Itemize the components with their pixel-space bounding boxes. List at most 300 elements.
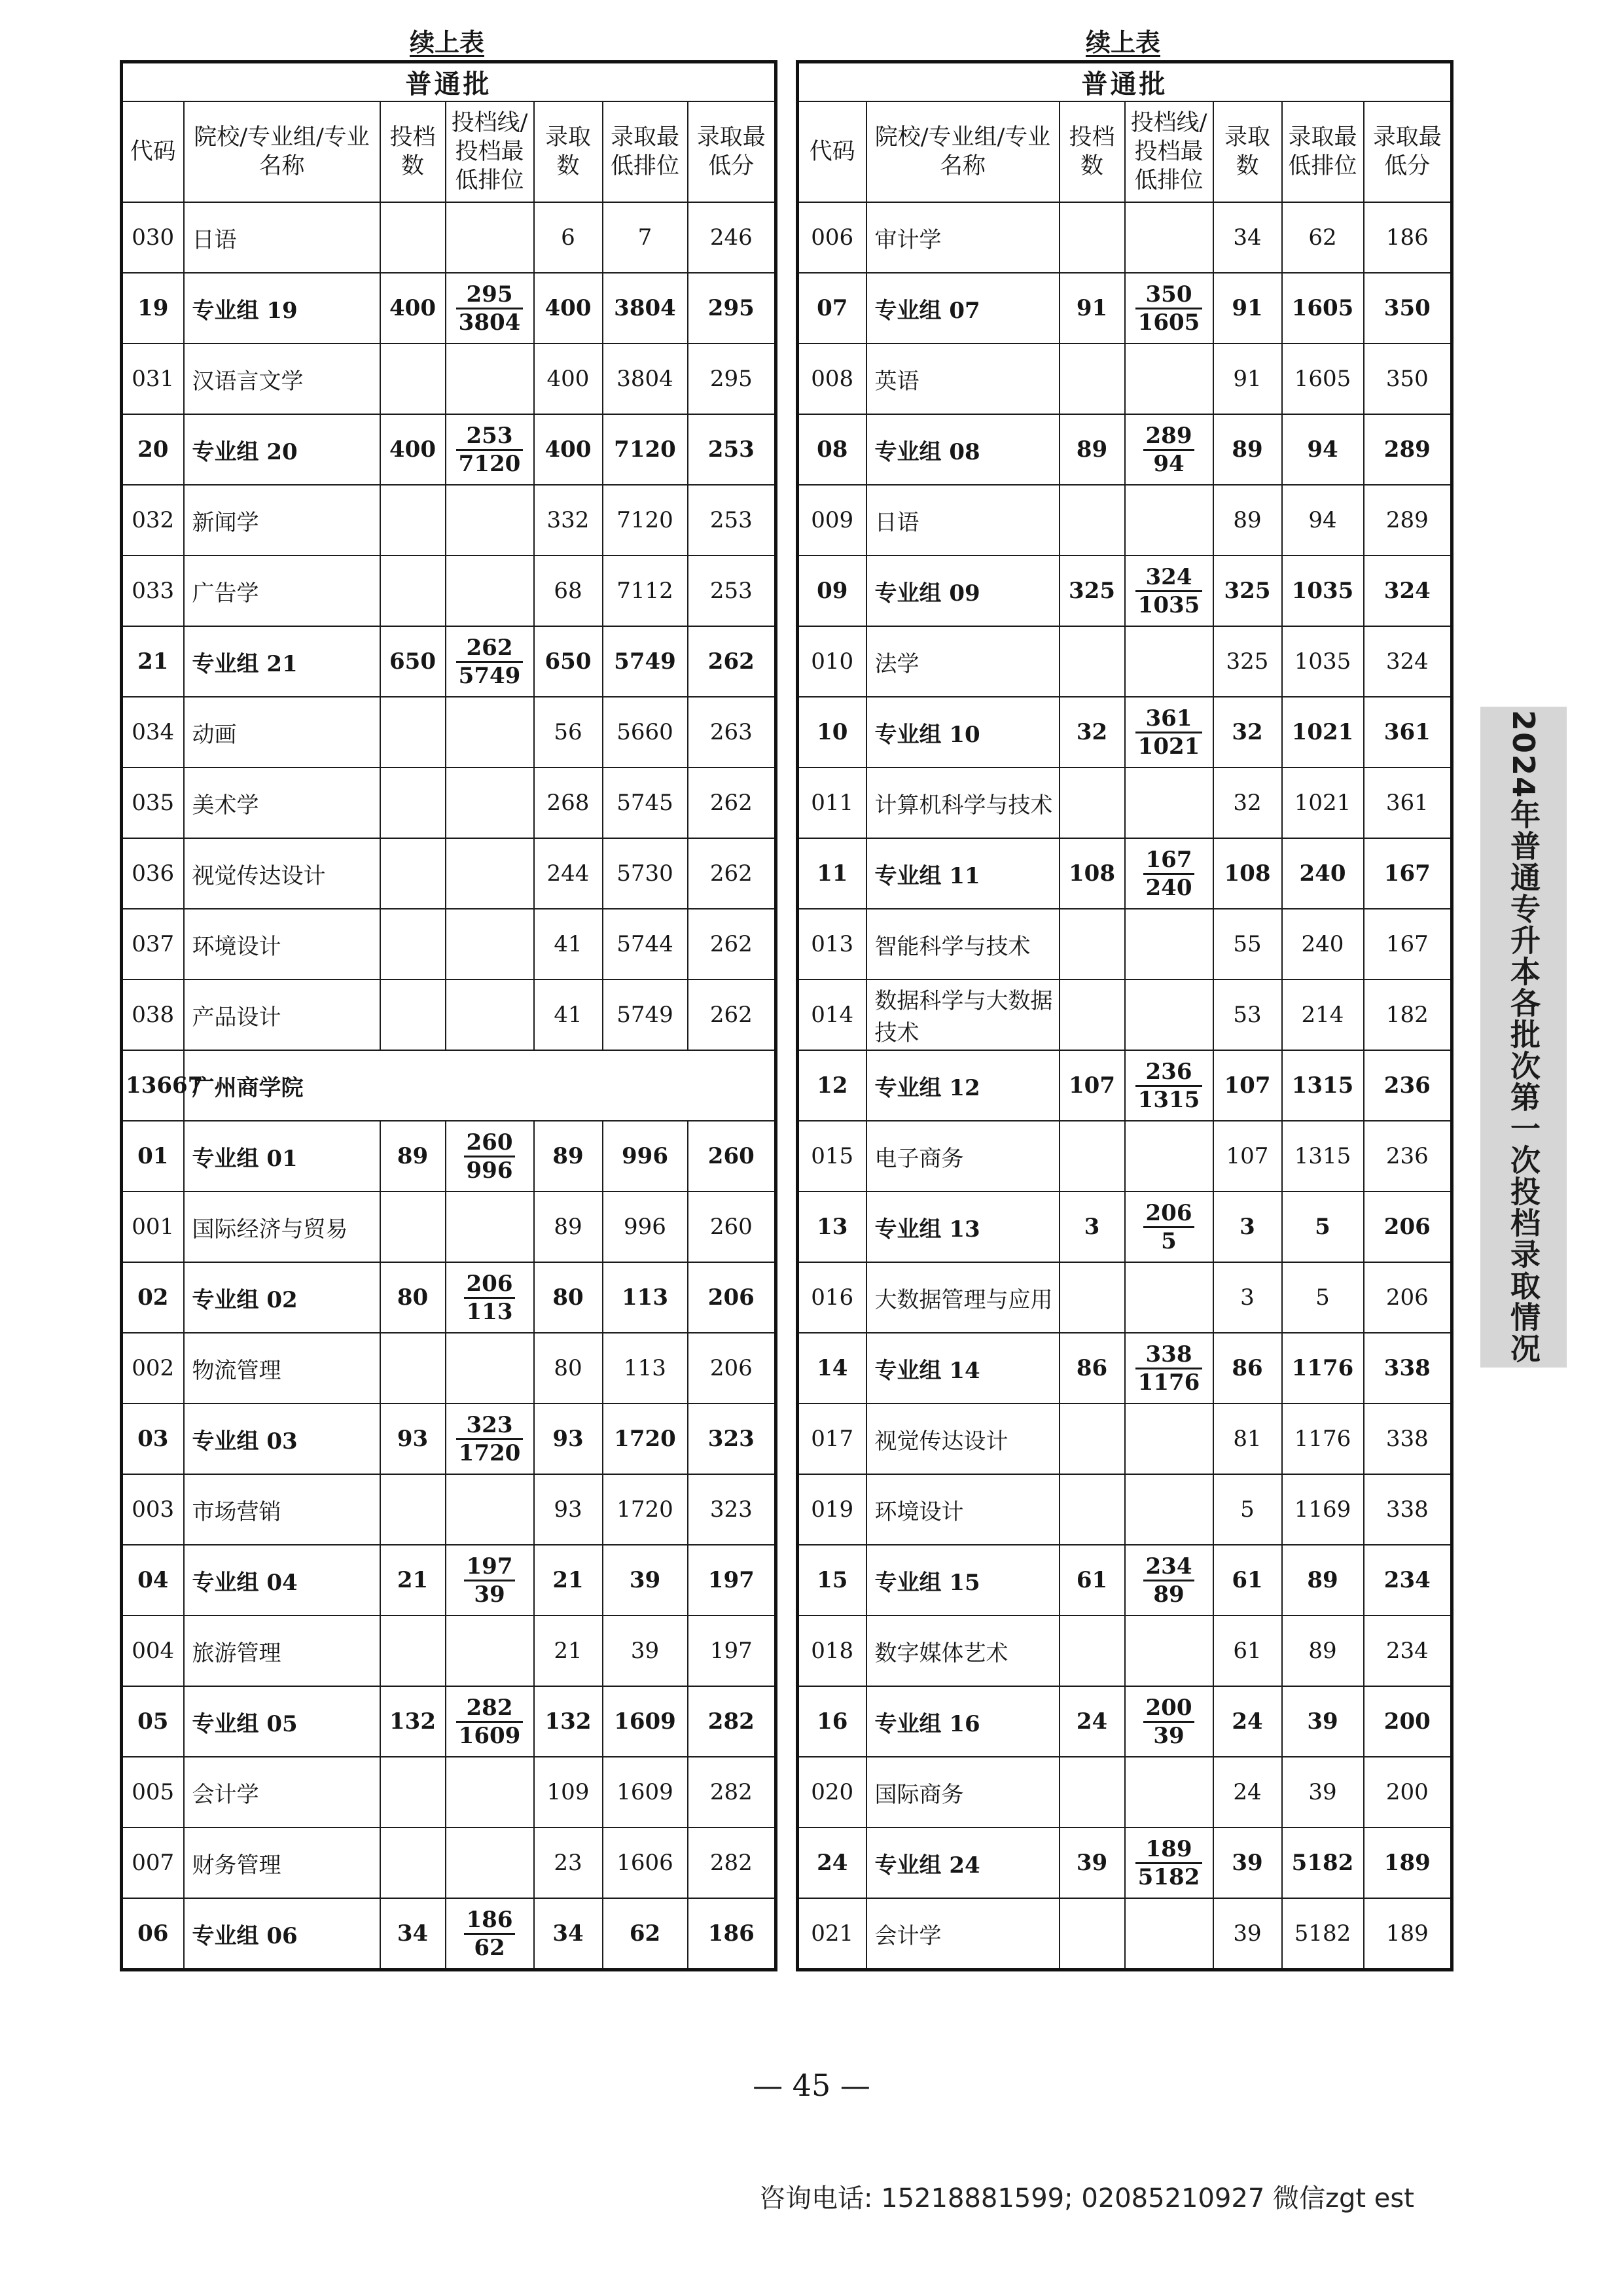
line-cell xyxy=(1125,556,1213,626)
admitted-cell: 61 xyxy=(1213,1616,1282,1686)
line-cell xyxy=(446,838,534,909)
code-cell: 13667 xyxy=(122,1050,184,1121)
min-score-cell: 350 xyxy=(1364,344,1452,414)
group-row xyxy=(798,1545,1452,1616)
admitted-cell: 325 xyxy=(1213,556,1282,626)
line-rank: 39 xyxy=(474,1581,505,1608)
admitted-cell: 41 xyxy=(534,980,603,1050)
min-score-cell: 323 xyxy=(688,1404,776,1474)
name-cell: 环境设计 xyxy=(866,1474,1060,1545)
name-cell: 专业组 08 xyxy=(866,414,1060,485)
code-cell: 006 xyxy=(798,202,866,273)
code-cell: 13 xyxy=(798,1192,866,1262)
planned-cell: 39 xyxy=(1060,1828,1125,1898)
admitted-cell: 107 xyxy=(1213,1121,1282,1192)
min-score-cell: 206 xyxy=(688,1262,776,1333)
major-row xyxy=(798,202,1452,273)
min-score-cell: 361 xyxy=(1364,768,1452,838)
right-panel xyxy=(796,25,1450,1971)
admitted-cell: 400 xyxy=(534,273,603,344)
line-fraction xyxy=(456,635,524,689)
name-cell: 动画 xyxy=(184,697,380,768)
name-cell: 专业组 10 xyxy=(866,697,1060,768)
major-row xyxy=(122,1333,776,1404)
min-rank-cell: 1176 xyxy=(1282,1404,1364,1474)
line-cell xyxy=(446,1545,534,1616)
min-score-cell: 282 xyxy=(688,1757,776,1828)
min-score-cell: 350 xyxy=(1364,273,1452,344)
min-score-cell: 263 xyxy=(688,697,776,768)
group-row xyxy=(122,626,776,697)
major-row xyxy=(122,1616,776,1686)
min-rank-cell: 39 xyxy=(603,1616,688,1686)
min-score-cell: 253 xyxy=(688,556,776,626)
line-cell xyxy=(446,768,534,838)
name-cell: 环境设计 xyxy=(184,909,380,980)
min-rank-cell: 1605 xyxy=(1282,273,1364,344)
min-rank-cell: 89 xyxy=(1282,1545,1364,1616)
planned-cell: 650 xyxy=(380,626,446,697)
line-rank: 89 xyxy=(1153,1581,1185,1608)
line-fraction xyxy=(456,281,524,336)
line-rank: 94 xyxy=(1153,450,1185,477)
major-row xyxy=(798,768,1452,838)
admitted-cell: 107 xyxy=(1213,1050,1282,1121)
planned-cell xyxy=(380,344,446,414)
min-score-cell: 282 xyxy=(688,1828,776,1898)
header-code: 代码 xyxy=(798,101,866,202)
name-cell: 专业组 19 xyxy=(184,273,380,344)
min-score-cell: 289 xyxy=(1364,414,1452,485)
planned-cell xyxy=(1060,909,1125,980)
header-name: 院校/专业组/专业名称 xyxy=(184,101,380,202)
line-cell xyxy=(446,909,534,980)
line-cell xyxy=(446,1262,534,1333)
admitted-cell: 61 xyxy=(1213,1545,1282,1616)
line-cell xyxy=(1125,1898,1213,1970)
name-cell: 专业组 03 xyxy=(184,1404,380,1474)
name-cell: 旅游管理 xyxy=(184,1616,380,1686)
min-score-cell: 182 xyxy=(1364,980,1452,1050)
name-cell: 视觉传达设计 xyxy=(866,1404,1060,1474)
admitted-cell: 3 xyxy=(1213,1262,1282,1333)
line-cell xyxy=(446,697,534,768)
code-cell: 037 xyxy=(122,909,184,980)
code-cell: 018 xyxy=(798,1616,866,1686)
table-body-left xyxy=(122,202,776,1970)
line-score: 262 xyxy=(456,635,524,663)
code-cell: 036 xyxy=(122,838,184,909)
planned-cell: 32 xyxy=(1060,697,1125,768)
line-score: 186 xyxy=(464,1907,516,1935)
line-cell xyxy=(446,1616,534,1686)
planned-cell xyxy=(1060,1474,1125,1545)
group-row xyxy=(122,1404,776,1474)
planned-cell xyxy=(380,697,446,768)
line-score: 167 xyxy=(1143,847,1195,875)
line-cell xyxy=(446,273,534,344)
line-cell xyxy=(446,1404,534,1474)
name-cell: 专业组 15 xyxy=(866,1545,1060,1616)
min-score-cell: 262 xyxy=(688,626,776,697)
min-rank-cell: 996 xyxy=(603,1121,688,1192)
code-cell: 009 xyxy=(798,485,866,556)
admitted-cell: 108 xyxy=(1213,838,1282,909)
min-rank-cell: 1720 xyxy=(603,1404,688,1474)
planned-cell: 89 xyxy=(1060,414,1125,485)
planned-cell: 400 xyxy=(380,273,446,344)
code-cell: 10 xyxy=(798,697,866,768)
major-row xyxy=(798,980,1452,1050)
planned-cell xyxy=(380,838,446,909)
code-cell: 021 xyxy=(798,1898,866,1970)
planned-cell xyxy=(1060,980,1125,1050)
min-rank-cell: 5 xyxy=(1282,1192,1364,1262)
code-cell: 005 xyxy=(122,1757,184,1828)
min-rank-cell: 5182 xyxy=(1282,1828,1364,1898)
major-row xyxy=(122,980,776,1050)
min-score-cell: 295 xyxy=(688,344,776,414)
major-row xyxy=(798,1616,1452,1686)
min-rank-cell: 3804 xyxy=(603,273,688,344)
line-rank: 1176 xyxy=(1137,1369,1200,1396)
min-score-cell: 295 xyxy=(688,273,776,344)
admission-table-right xyxy=(796,60,1454,1971)
planned-cell xyxy=(380,1333,446,1404)
group-row xyxy=(122,1262,776,1333)
header-planned: 投档数 xyxy=(1060,101,1125,202)
min-rank-cell: 1035 xyxy=(1282,556,1364,626)
min-score-cell: 338 xyxy=(1364,1404,1452,1474)
planned-cell xyxy=(380,980,446,1050)
code-cell: 016 xyxy=(798,1262,866,1333)
name-cell: 会计学 xyxy=(866,1898,1060,1970)
line-rank: 39 xyxy=(1153,1722,1185,1749)
min-score-cell: 361 xyxy=(1364,697,1452,768)
planned-cell: 93 xyxy=(380,1404,446,1474)
min-score-cell: 206 xyxy=(688,1333,776,1404)
line-rank: 1021 xyxy=(1137,733,1200,760)
major-row xyxy=(798,1121,1452,1192)
line-rank: 1605 xyxy=(1137,309,1200,336)
major-row xyxy=(122,838,776,909)
line-cell xyxy=(1125,697,1213,768)
admitted-cell: 91 xyxy=(1213,273,1282,344)
code-cell: 019 xyxy=(798,1474,866,1545)
line-cell xyxy=(1125,485,1213,556)
min-score-cell: 189 xyxy=(1364,1828,1452,1898)
header-min-rank: 录取最低排位 xyxy=(1282,101,1364,202)
line-score: 295 xyxy=(456,281,524,309)
code-cell: 21 xyxy=(122,626,184,697)
group-row xyxy=(798,1050,1452,1121)
name-cell: 专业组 24 xyxy=(866,1828,1060,1898)
min-score-cell: 186 xyxy=(688,1898,776,1970)
name-cell: 法学 xyxy=(866,626,1060,697)
line-fraction xyxy=(1143,423,1195,477)
group-row xyxy=(122,1686,776,1757)
line-cell xyxy=(446,1192,534,1262)
code-cell: 003 xyxy=(122,1474,184,1545)
line-cell xyxy=(1125,909,1213,980)
left-panel xyxy=(120,25,774,1971)
table-body-right xyxy=(798,202,1452,1970)
min-rank-cell: 39 xyxy=(1282,1757,1364,1828)
header-code: 代码 xyxy=(122,101,184,202)
code-cell: 07 xyxy=(798,273,866,344)
admitted-cell: 132 xyxy=(534,1686,603,1757)
group-row xyxy=(798,838,1452,909)
line-fraction xyxy=(464,1553,516,1608)
min-score-cell: 324 xyxy=(1364,626,1452,697)
group-row xyxy=(122,1121,776,1192)
code-cell: 06 xyxy=(122,1898,184,1970)
admitted-cell: 109 xyxy=(534,1757,603,1828)
min-rank-cell: 5749 xyxy=(603,980,688,1050)
line-cell xyxy=(446,1686,534,1757)
admitted-cell: 650 xyxy=(534,626,603,697)
min-score-cell: 186 xyxy=(1364,202,1452,273)
planned-cell: 400 xyxy=(380,414,446,485)
header-admitted: 录取数 xyxy=(534,101,603,202)
min-score-cell: 253 xyxy=(688,485,776,556)
batch-title: 普通批 xyxy=(798,62,1452,102)
code-cell: 014 xyxy=(798,980,866,1050)
name-cell: 物流管理 xyxy=(184,1333,380,1404)
line-cell xyxy=(1125,1616,1213,1686)
admitted-cell: 89 xyxy=(534,1192,603,1262)
name-cell: 汉语言文学 xyxy=(184,344,380,414)
min-rank-cell: 3804 xyxy=(603,344,688,414)
major-row xyxy=(122,202,776,273)
code-cell: 035 xyxy=(122,768,184,838)
line-cell xyxy=(446,485,534,556)
min-score-cell: 338 xyxy=(1364,1333,1452,1404)
min-score-cell: 167 xyxy=(1364,909,1452,980)
line-score: 338 xyxy=(1135,1341,1203,1369)
name-cell: 专业组 11 xyxy=(866,838,1060,909)
planned-cell xyxy=(380,1192,446,1262)
line-cell xyxy=(446,980,534,1050)
line-fraction xyxy=(1143,1553,1195,1608)
min-score-cell: 234 xyxy=(1364,1545,1452,1616)
name-cell: 专业组 21 xyxy=(184,626,380,697)
line-fraction xyxy=(1135,281,1203,336)
min-rank-cell: 5 xyxy=(1282,1262,1364,1333)
group-row xyxy=(798,1828,1452,1898)
group-row xyxy=(798,556,1452,626)
line-cell xyxy=(1125,344,1213,414)
header-planned: 投档数 xyxy=(380,101,446,202)
line-score: 289 xyxy=(1143,423,1195,451)
planned-cell: 21 xyxy=(380,1545,446,1616)
name-cell: 日语 xyxy=(866,485,1060,556)
admitted-cell: 39 xyxy=(1213,1828,1282,1898)
min-score-cell: 324 xyxy=(1364,556,1452,626)
continued-label: 续上表 xyxy=(409,27,484,57)
line-cell xyxy=(446,1474,534,1545)
line-cell xyxy=(446,202,534,273)
name-cell: 大数据管理与应用 xyxy=(866,1262,1060,1333)
code-cell: 007 xyxy=(122,1828,184,1898)
code-cell: 020 xyxy=(798,1757,866,1828)
planned-cell xyxy=(380,1474,446,1545)
continued-label: 续上表 xyxy=(1085,27,1160,57)
line-score: 206 xyxy=(1143,1200,1195,1228)
code-cell: 002 xyxy=(122,1333,184,1404)
major-row xyxy=(798,909,1452,980)
min-rank-cell: 7120 xyxy=(603,414,688,485)
name-cell: 专业组 09 xyxy=(866,556,1060,626)
admitted-cell: 80 xyxy=(534,1333,603,1404)
header-admitted: 录取数 xyxy=(1213,101,1282,202)
min-score-cell: 234 xyxy=(1364,1616,1452,1686)
major-row xyxy=(798,626,1452,697)
major-row xyxy=(798,1757,1452,1828)
admitted-cell: 24 xyxy=(1213,1757,1282,1828)
line-score: 323 xyxy=(456,1412,524,1440)
planned-cell xyxy=(380,768,446,838)
school-row xyxy=(122,1050,776,1121)
code-cell: 031 xyxy=(122,344,184,414)
min-rank-cell: 1605 xyxy=(1282,344,1364,414)
min-rank-cell: 7120 xyxy=(603,485,688,556)
planned-cell xyxy=(380,202,446,273)
name-cell: 数字媒体艺术 xyxy=(866,1616,1060,1686)
planned-cell: 91 xyxy=(1060,273,1125,344)
min-score-cell: 206 xyxy=(1364,1192,1452,1262)
code-cell: 013 xyxy=(798,909,866,980)
admitted-cell: 89 xyxy=(1213,414,1282,485)
min-rank-cell: 996 xyxy=(603,1192,688,1262)
line-cell xyxy=(1125,838,1213,909)
min-rank-cell: 5745 xyxy=(603,768,688,838)
major-row xyxy=(798,485,1452,556)
line-rank: 996 xyxy=(466,1157,513,1184)
line-fraction xyxy=(456,423,524,477)
header-min-score: 录取最低分 xyxy=(688,101,776,202)
min-score-cell: 206 xyxy=(1364,1262,1452,1333)
planned-cell: 107 xyxy=(1060,1050,1125,1121)
line-rank: 7120 xyxy=(458,450,521,477)
planned-cell xyxy=(1060,1616,1125,1686)
line-fraction xyxy=(1143,1200,1195,1254)
admitted-cell: 80 xyxy=(534,1262,603,1333)
code-cell: 017 xyxy=(798,1404,866,1474)
group-row xyxy=(798,697,1452,768)
name-cell: 专业组 20 xyxy=(184,414,380,485)
line-rank: 3804 xyxy=(458,309,521,336)
line-fraction xyxy=(1135,564,1203,618)
major-row xyxy=(798,1898,1452,1970)
name-cell: 智能科学与技术 xyxy=(866,909,1060,980)
planned-cell xyxy=(380,1616,446,1686)
planned-cell: 132 xyxy=(380,1686,446,1757)
min-score-cell: 200 xyxy=(1364,1757,1452,1828)
line-cell xyxy=(446,1828,534,1898)
admitted-cell: 3 xyxy=(1213,1192,1282,1262)
min-rank-cell: 1315 xyxy=(1282,1050,1364,1121)
major-row xyxy=(122,1757,776,1828)
line-fraction xyxy=(1143,847,1195,901)
admitted-cell: 21 xyxy=(534,1616,603,1686)
line-cell xyxy=(1125,1333,1213,1404)
admitted-cell: 93 xyxy=(534,1404,603,1474)
name-cell: 专业组 05 xyxy=(184,1686,380,1757)
line-cell xyxy=(1125,1121,1213,1192)
min-rank-cell: 5730 xyxy=(603,838,688,909)
min-rank-cell: 5182 xyxy=(1282,1898,1364,1970)
contact-footer: 咨询电话: 15218881599; 02085210927 微信zgt est xyxy=(759,2183,1414,2214)
name-cell: 专业组 07 xyxy=(866,273,1060,344)
line-rank: 1609 xyxy=(458,1722,521,1749)
min-rank-cell: 240 xyxy=(1282,909,1364,980)
min-score-cell: 260 xyxy=(688,1192,776,1262)
planned-cell xyxy=(1060,1262,1125,1333)
line-fraction xyxy=(464,1129,516,1184)
admitted-cell: 325 xyxy=(1213,626,1282,697)
min-rank-cell: 1609 xyxy=(603,1686,688,1757)
line-score: 253 xyxy=(456,423,524,451)
name-cell: 专业组 16 xyxy=(866,1686,1060,1757)
name-cell: 数据科学与大数据技术 xyxy=(866,980,1060,1050)
major-row xyxy=(122,1192,776,1262)
major-row xyxy=(122,344,776,414)
admitted-cell: 32 xyxy=(1213,768,1282,838)
line-score: 236 xyxy=(1135,1059,1203,1087)
line-rank: 5182 xyxy=(1137,1863,1200,1890)
line-score: 350 xyxy=(1135,281,1203,309)
line-cell xyxy=(1125,1262,1213,1333)
line-cell xyxy=(1125,1192,1213,1262)
line-rank: 62 xyxy=(474,1934,505,1961)
min-rank-cell: 89 xyxy=(1282,1616,1364,1686)
admitted-cell: 34 xyxy=(534,1898,603,1970)
major-row xyxy=(122,1828,776,1898)
line-score: 282 xyxy=(456,1695,524,1723)
planned-cell xyxy=(380,556,446,626)
admitted-cell: 5 xyxy=(1213,1474,1282,1545)
planned-cell xyxy=(1060,202,1125,273)
admitted-cell: 32 xyxy=(1213,697,1282,768)
min-rank-cell: 1609 xyxy=(603,1757,688,1828)
name-cell: 英语 xyxy=(866,344,1060,414)
code-cell: 02 xyxy=(122,1262,184,1333)
major-row xyxy=(122,697,776,768)
line-rank: 240 xyxy=(1145,874,1192,901)
min-rank-cell: 39 xyxy=(1282,1686,1364,1757)
name-cell: 日语 xyxy=(184,202,380,273)
min-score-cell: 197 xyxy=(688,1616,776,1686)
planned-cell xyxy=(380,1828,446,1898)
major-row xyxy=(122,1474,776,1545)
planned-cell xyxy=(1060,1404,1125,1474)
code-cell: 19 xyxy=(122,273,184,344)
planned-cell: 325 xyxy=(1060,556,1125,626)
planned-cell: 24 xyxy=(1060,1686,1125,1757)
group-row xyxy=(122,273,776,344)
min-rank-cell: 113 xyxy=(603,1262,688,1333)
line-rank: 5749 xyxy=(458,662,521,689)
code-cell: 20 xyxy=(122,414,184,485)
line-cell xyxy=(446,344,534,414)
name-cell: 国际商务 xyxy=(866,1757,1060,1828)
line-score: 206 xyxy=(464,1271,516,1299)
min-rank-cell: 214 xyxy=(1282,980,1364,1050)
name-cell: 会计学 xyxy=(184,1757,380,1828)
min-score-cell: 253 xyxy=(688,414,776,485)
admitted-cell: 39 xyxy=(1213,1898,1282,1970)
